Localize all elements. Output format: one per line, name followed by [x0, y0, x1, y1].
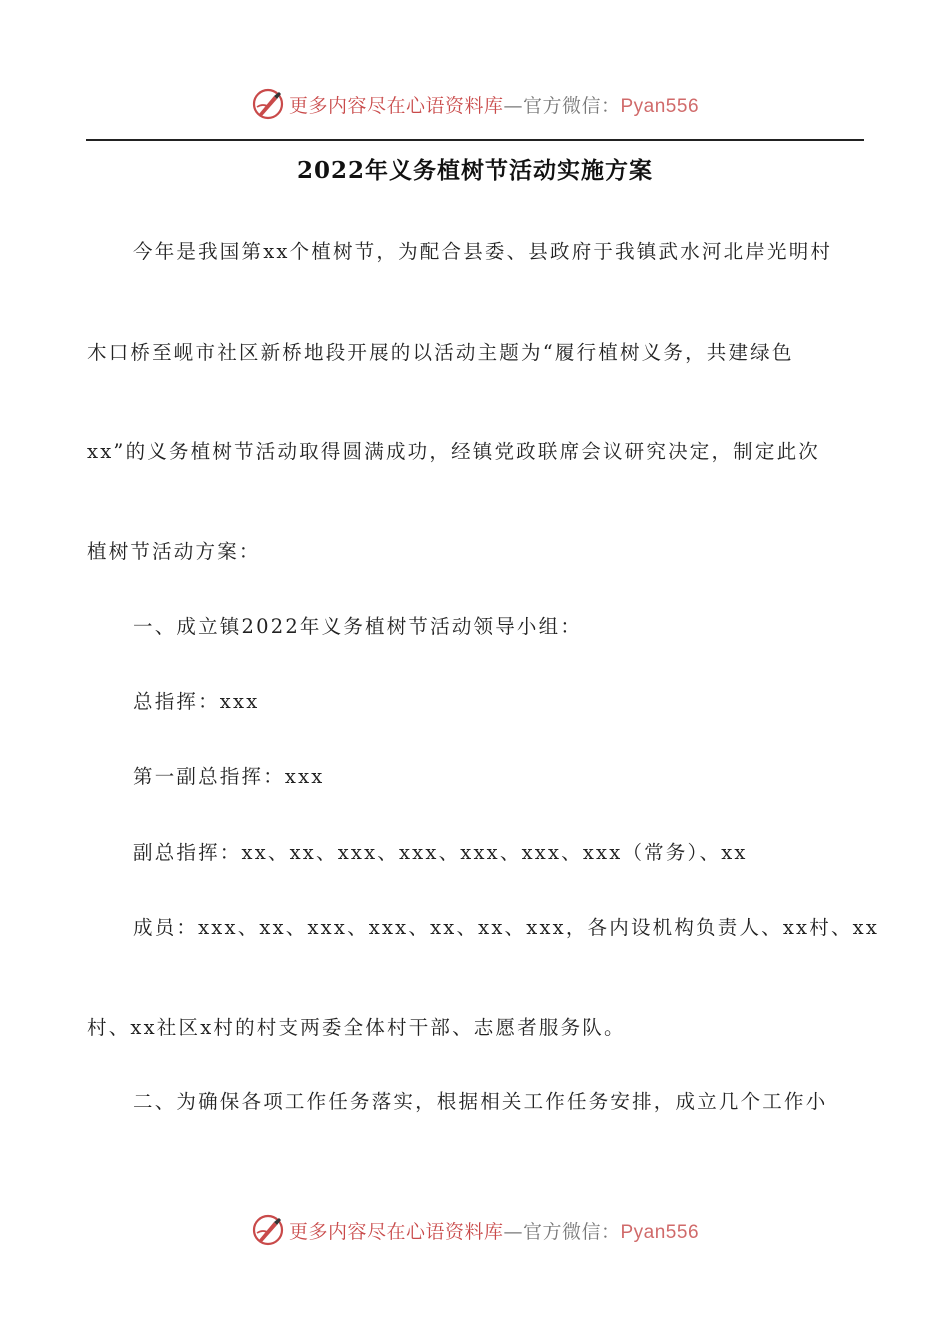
watermark-wechat-id: Pyan556	[620, 1221, 700, 1243]
body-line: 村、xx社区x村的村支两委全体村干部、志愿者服务队。	[87, 1016, 626, 1039]
document-title: 2022年义务植树节活动实施方案	[296, 157, 653, 184]
watermark-wechat-label: 官方微信：	[522, 94, 621, 117]
quill-pen-logo-icon	[251, 1213, 285, 1247]
watermark-text	[289, 91, 699, 118]
body-line: 总指挥：xxx	[133, 690, 260, 713]
body-line: xx”的义务植树节活动取得圆满成功，经镇党政联席会议研究决定，制定此次	[87, 440, 820, 463]
body-line: 成员：xxx、xx、xxx、xxx、xx、xx、xxx，各内设机构负责人、xx村、xx	[133, 916, 880, 939]
body-line: 副总指挥：xx、xx、xxx、xxx、xxx、xxx、xxx（常务）、xx	[133, 841, 748, 864]
section-heading: 二、为确保各项工作任务落实，根据相关工作任务安排，成立几个工作小	[133, 1090, 828, 1113]
body-line: 第一副总指挥：xxx	[133, 765, 325, 788]
quill-pen-logo-icon	[251, 87, 285, 121]
header-divider	[86, 139, 864, 141]
watermark-wechat-label: 官方微信：	[522, 1220, 621, 1243]
watermark-brand: 更多内容尽在心语资料库	[288, 94, 504, 117]
body-line: 木口桥至岘市社区新桥地段开展的以活动主题为“履行植树义务，共建绿色	[87, 341, 794, 364]
watermark-separator: —	[503, 94, 523, 117]
footer-watermark	[0, 1210, 950, 1250]
watermark-brand: 更多内容尽在心语资料库	[288, 1220, 504, 1243]
watermark-text	[289, 1217, 699, 1244]
watermark-separator: —	[503, 1220, 523, 1243]
watermark-wechat-id: Pyan556	[620, 95, 700, 117]
body-line: 植树节活动方案：	[87, 540, 261, 563]
body-line: 今年是我国第xx个植树节，为配合县委、县政府于我镇武水河北岸光明村	[133, 240, 833, 263]
header-watermark	[0, 84, 950, 124]
section-heading: 一、成立镇2022年义务植树节活动领导小组：	[133, 615, 583, 638]
